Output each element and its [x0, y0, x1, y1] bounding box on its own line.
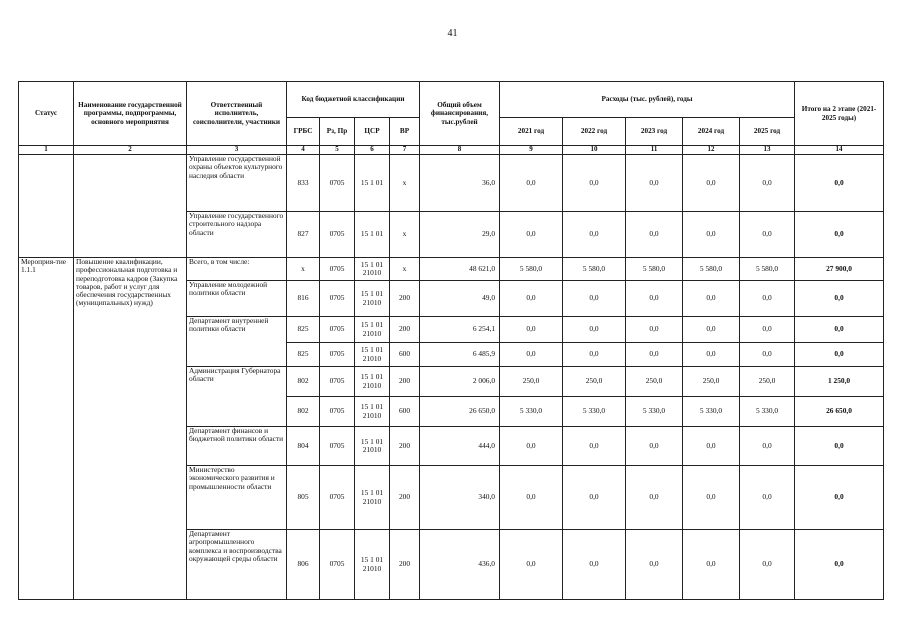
header-name: Наименование государственной программы, подпрограммы, основного мероприятия — [74, 82, 187, 146]
executor-cell: Управление государственного строительного надзора области — [187, 212, 287, 258]
year-cell: 0,0 — [626, 155, 683, 212]
header-status: Статус — [19, 82, 74, 146]
year-cell: 0,0 — [563, 427, 626, 466]
rzpr-cell: 0705 — [320, 466, 355, 530]
header-grbs: ГРБС — [287, 118, 320, 146]
grbs-cell: 805 — [287, 466, 320, 530]
year-cell: 5 330,0 — [683, 397, 740, 427]
vr-cell: 200 — [390, 466, 420, 530]
status-cell-empty — [19, 155, 74, 258]
stage-total-cell: 0,0 — [795, 466, 884, 530]
rzpr-cell: 0705 — [320, 317, 355, 343]
grbs-cell: 816 — [287, 281, 320, 317]
year-cell: 0,0 — [500, 281, 563, 317]
grbs-cell: 833 — [287, 155, 320, 212]
year-cell: 5 330,0 — [500, 397, 563, 427]
stage-total-cell: 1 250,0 — [795, 367, 884, 397]
rzpr-cell: 0705 — [320, 258, 355, 281]
total-cell: 48 621,0 — [420, 258, 500, 281]
grbs-cell: х — [287, 258, 320, 281]
column-number: 14 — [795, 146, 884, 155]
year-cell: 0,0 — [563, 317, 626, 343]
page-number: 41 — [447, 28, 458, 39]
grbs-cell: 802 — [287, 397, 320, 427]
year-cell: 0,0 — [683, 343, 740, 367]
year-cell: 250,0 — [563, 367, 626, 397]
csr-cell: 15 1 01 21010 — [355, 466, 390, 530]
executor-cell: Департамент финансов и бюджетной политики области — [187, 427, 287, 466]
year-cell: 0,0 — [740, 212, 795, 258]
header-stage-total: Итого на 2 этапе (2021-2025 годы) — [795, 82, 884, 146]
year-cell: 0,0 — [500, 530, 563, 600]
vr-cell: 200 — [390, 530, 420, 600]
stage-total-cell: 0,0 — [795, 530, 884, 600]
header-year-2024: 2024 год — [683, 118, 740, 146]
year-cell: 0,0 — [626, 530, 683, 600]
column-number: 8 — [420, 146, 500, 155]
year-cell: 0,0 — [626, 212, 683, 258]
grbs-cell: 806 — [287, 530, 320, 600]
grbs-cell: 827 — [287, 212, 320, 258]
year-cell: 0,0 — [500, 466, 563, 530]
year-cell: 250,0 — [626, 367, 683, 397]
rzpr-cell: 0705 — [320, 367, 355, 397]
vr-cell: х — [390, 212, 420, 258]
year-cell: 0,0 — [563, 466, 626, 530]
vr-cell: 200 — [390, 281, 420, 317]
year-cell: 0,0 — [626, 281, 683, 317]
column-number: 13 — [740, 146, 795, 155]
year-cell: 0,0 — [740, 343, 795, 367]
executor-cell: Департамент агропромышленного комплекса и воспроизводства окружающей среды области — [187, 530, 287, 600]
stage-total-cell: 0,0 — [795, 212, 884, 258]
total-cell: 2 006,0 — [420, 367, 500, 397]
executor-cell: Министерство экономического развития и промышленности области — [187, 466, 287, 530]
year-cell: 0,0 — [626, 343, 683, 367]
header-rzpr: Рз, Пр — [320, 118, 355, 146]
year-cell: 0,0 — [740, 317, 795, 343]
stage-total-cell: 0,0 — [795, 317, 884, 343]
total-cell: 444,0 — [420, 427, 500, 466]
header-year-2023: 2023 год — [626, 118, 683, 146]
year-cell: 5 580,0 — [740, 258, 795, 281]
stage-total-cell: 0,0 — [795, 343, 884, 367]
grbs-cell: 825 — [287, 343, 320, 367]
total-cell: 6 485,9 — [420, 343, 500, 367]
year-cell: 250,0 — [683, 367, 740, 397]
column-number: 11 — [626, 146, 683, 155]
header-csr: ЦСР — [355, 118, 390, 146]
rzpr-cell: 0705 — [320, 212, 355, 258]
column-number: 10 — [563, 146, 626, 155]
year-cell: 0,0 — [500, 343, 563, 367]
stage-total-cell: 0,0 — [795, 427, 884, 466]
csr-cell: 15 1 01 21010 — [355, 427, 390, 466]
column-number: 3 — [187, 146, 287, 155]
year-cell: 0,0 — [740, 466, 795, 530]
year-cell: 0,0 — [626, 317, 683, 343]
year-cell: 0,0 — [740, 281, 795, 317]
year-cell: 0,0 — [683, 530, 740, 600]
csr-cell: 15 1 01 21010 — [355, 397, 390, 427]
name-cell-empty — [74, 155, 187, 258]
csr-cell: 15 1 01 21010 — [355, 530, 390, 600]
column-number: 5 — [320, 146, 355, 155]
year-cell: 0,0 — [683, 155, 740, 212]
year-cell: 0,0 — [626, 427, 683, 466]
table-row — [19, 258, 884, 281]
year-cell: 5 580,0 — [626, 258, 683, 281]
year-cell: 0,0 — [683, 212, 740, 258]
stage-total-cell: 0,0 — [795, 155, 884, 212]
header-budget-code: Код бюджетной классификации — [287, 82, 420, 118]
vr-cell: 200 — [390, 367, 420, 397]
vr-cell: х — [390, 258, 420, 281]
year-cell: 5 580,0 — [500, 258, 563, 281]
column-number: 9 — [500, 146, 563, 155]
total-cell: 29,0 — [420, 212, 500, 258]
total-cell: 6 254,1 — [420, 317, 500, 343]
rzpr-cell: 0705 — [320, 343, 355, 367]
column-number: 4 — [287, 146, 320, 155]
total-cell: 26 650,0 — [420, 397, 500, 427]
executor-cell: Администрация Губернатора области — [187, 367, 287, 427]
csr-cell: 15 1 01 — [355, 155, 390, 212]
csr-cell: 15 1 01 21010 — [355, 281, 390, 317]
stage-total-cell: 0,0 — [795, 281, 884, 317]
header-vr: ВР — [390, 118, 420, 146]
rzpr-cell: 0705 — [320, 155, 355, 212]
year-cell: 250,0 — [740, 367, 795, 397]
rzpr-cell: 0705 — [320, 427, 355, 466]
executor-cell: Всего, в том числе: — [187, 258, 287, 281]
header-year-2022: 2022 год — [563, 118, 626, 146]
year-cell: 0,0 — [740, 427, 795, 466]
executor-cell: Департамент внутренней политики области — [187, 317, 287, 367]
vr-cell: 200 — [390, 427, 420, 466]
budget-table — [18, 81, 884, 600]
stage-total-cell: 26 650,0 — [795, 397, 884, 427]
rzpr-cell: 0705 — [320, 281, 355, 317]
column-number: 7 — [390, 146, 420, 155]
year-cell: 0,0 — [563, 212, 626, 258]
year-cell: 0,0 — [740, 530, 795, 600]
year-cell: 0,0 — [626, 466, 683, 530]
column-number-row — [19, 146, 884, 155]
grbs-cell: 825 — [287, 317, 320, 343]
vr-cell: 200 — [390, 317, 420, 343]
year-cell: 0,0 — [563, 343, 626, 367]
vr-cell: 600 — [390, 343, 420, 367]
year-cell: 0,0 — [500, 155, 563, 212]
year-cell: 250,0 — [500, 367, 563, 397]
header-year-2025: 2025 год — [740, 118, 795, 146]
year-cell: 0,0 — [563, 155, 626, 212]
year-cell: 5 580,0 — [683, 258, 740, 281]
executor-cell: Управление государственной охраны объектов культурного наследия области — [187, 155, 287, 212]
csr-cell: 15 1 01 — [355, 212, 390, 258]
year-cell: 5 330,0 — [740, 397, 795, 427]
header-executor: Ответственный исполнитель, соисполнители, участники — [187, 82, 287, 146]
csr-cell: 15 1 01 21010 — [355, 367, 390, 397]
year-cell: 0,0 — [500, 317, 563, 343]
measure-status: Мероприя-тие 1.1.1 — [19, 258, 74, 600]
table-row — [19, 155, 884, 212]
header-year-2021: 2021 год — [500, 118, 563, 146]
total-cell: 36,0 — [420, 155, 500, 212]
year-cell: 5 330,0 — [626, 397, 683, 427]
column-number: 12 — [683, 146, 740, 155]
grbs-cell: 802 — [287, 367, 320, 397]
year-cell: 0,0 — [740, 155, 795, 212]
total-cell: 49,0 — [420, 281, 500, 317]
year-cell: 0,0 — [683, 427, 740, 466]
header-expenses: Расходы (тыс. рублей), годы — [500, 82, 795, 118]
csr-cell: 15 1 01 21010 — [355, 258, 390, 281]
header-total: Общий объем финансирования, тыс.рублей — [420, 82, 500, 146]
csr-cell: 15 1 01 21010 — [355, 317, 390, 343]
year-cell: 0,0 — [683, 317, 740, 343]
total-cell: 340,0 — [420, 466, 500, 530]
year-cell: 5 330,0 — [563, 397, 626, 427]
year-cell: 0,0 — [563, 281, 626, 317]
year-cell: 5 580,0 — [563, 258, 626, 281]
executor-cell: Управление молодежной политики области — [187, 281, 287, 317]
grbs-cell: 804 — [287, 427, 320, 466]
vr-cell: 600 — [390, 397, 420, 427]
column-number: 1 — [19, 146, 74, 155]
total-cell: 436,0 — [420, 530, 500, 600]
column-number: 6 — [355, 146, 390, 155]
year-cell: 0,0 — [563, 530, 626, 600]
stage-total-cell: 27 900,0 — [795, 258, 884, 281]
column-number: 2 — [74, 146, 187, 155]
measure-name: Повышение квалификации, профессиональная подготовка и переподготовка кадров (Закупка товаров, работ и услуг для обеспечения государственных (муниципальных) нужд) — [74, 258, 187, 600]
csr-cell: 15 1 01 21010 — [355, 343, 390, 367]
rzpr-cell: 0705 — [320, 530, 355, 600]
rzpr-cell: 0705 — [320, 397, 355, 427]
year-cell: 0,0 — [500, 427, 563, 466]
year-cell: 0,0 — [683, 281, 740, 317]
year-cell: 0,0 — [500, 212, 563, 258]
vr-cell: х — [390, 155, 420, 212]
year-cell: 0,0 — [683, 466, 740, 530]
